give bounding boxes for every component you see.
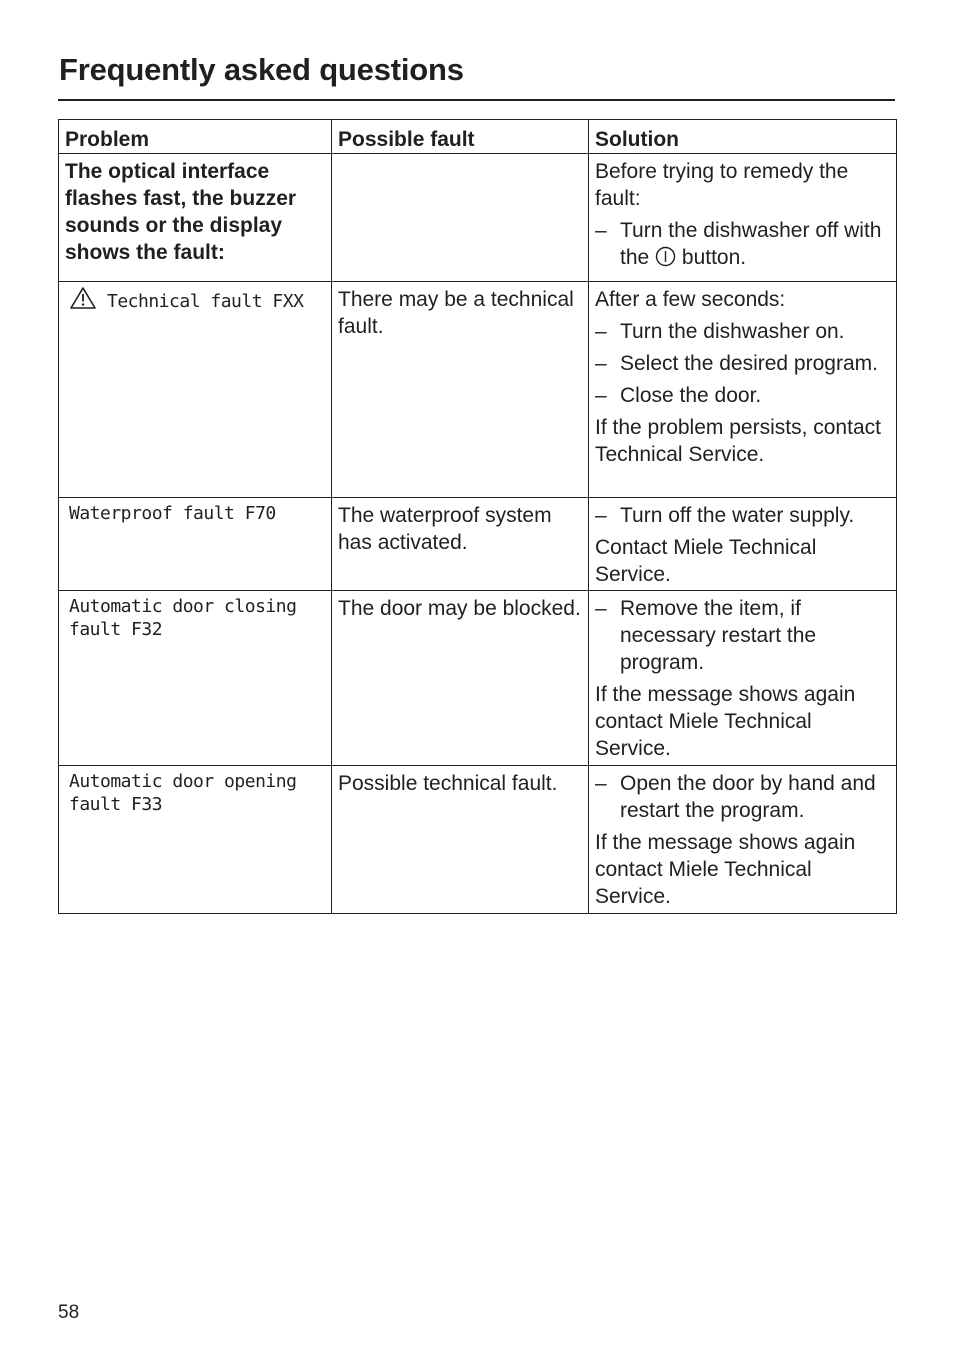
fault-cell: The waterproof system has activated. [332, 498, 589, 591]
solution-step [595, 770, 890, 824]
solution-outro: If the message shows again contact Miele Technical Service. [595, 683, 856, 760]
page-title: Frequently asked questions [59, 52, 464, 87]
header-possible-fault: Possible fault [332, 120, 589, 154]
page-number: 58 [58, 1302, 80, 1323]
dash-marker: – [595, 772, 607, 795]
display-text: Technical fault FXX [107, 291, 304, 312]
problem-cell [59, 591, 332, 766]
solution-step-text: Remove the item, if necessary restart the program. [620, 597, 817, 674]
solution-step [595, 502, 890, 529]
solution-cell [589, 766, 897, 914]
solution-step-text: Select the desired program. [620, 352, 878, 375]
dash-marker: – [595, 504, 607, 527]
problem-cell [59, 766, 332, 914]
solution-outro: If the problem persists, contact Technical Service. [595, 416, 881, 466]
power-icon [655, 246, 676, 274]
problem-cell [59, 282, 332, 498]
solution-step-text: Turn the dishwasher off with the [620, 219, 882, 269]
title-divider [58, 99, 895, 101]
solution-step [595, 318, 890, 345]
warning-triangle-icon [69, 286, 97, 316]
table-row [59, 498, 897, 591]
solution-step-text-end: button. [681, 246, 747, 269]
solution-step-text: Open the door by hand and restart the program. [620, 772, 876, 822]
problem-cell: The optical interface flashes fast, the buzzer sounds or the display shows the fault: [59, 154, 332, 282]
solution-outro: If the message shows again contact Miele Technical Service. [595, 831, 856, 908]
solution-intro: After a few seconds: [595, 288, 786, 311]
header-solution: Solution [589, 120, 897, 154]
solution-cell [589, 282, 897, 498]
solution-step-text: Turn off the water supply. [620, 504, 855, 527]
solution-step [595, 595, 890, 676]
display-message: Automatic door closing fault F32 [69, 596, 297, 640]
solution-intro: Before trying to remedy the fault: [595, 160, 849, 210]
solution-step-text: Close the door. [620, 384, 762, 407]
fault-cell: The door may be blocked. [332, 591, 589, 766]
table-row [59, 766, 897, 914]
solution-cell [589, 591, 897, 766]
fault-cell: Possible technical fault. [332, 766, 589, 914]
dash-marker: – [595, 384, 607, 407]
solution-cell [589, 154, 897, 282]
fault-cell [332, 154, 589, 282]
dash-marker: – [595, 320, 607, 343]
dash-marker: – [595, 352, 607, 375]
solution-cell [589, 498, 897, 591]
solution-step-text: Turn the dishwasher on. [620, 320, 845, 343]
table-row [59, 282, 897, 498]
faq-table [58, 119, 897, 914]
dash-marker: – [595, 219, 607, 242]
table-row [59, 154, 897, 282]
solution-step [595, 217, 890, 274]
fault-cell: There may be a technical fault. [332, 282, 589, 498]
display-message: Automatic door opening fault F33 [69, 771, 297, 815]
solution-step [595, 350, 890, 377]
table-row [59, 591, 897, 766]
solution-outro: Contact Miele Technical Service. [595, 536, 817, 586]
display-message: Waterproof fault F70 [69, 503, 276, 524]
display-message [65, 286, 325, 316]
table-header-row [59, 120, 897, 154]
solution-step [595, 382, 890, 409]
dash-marker: – [595, 597, 607, 620]
header-problem: Problem [59, 120, 332, 154]
problem-cell [59, 498, 332, 591]
